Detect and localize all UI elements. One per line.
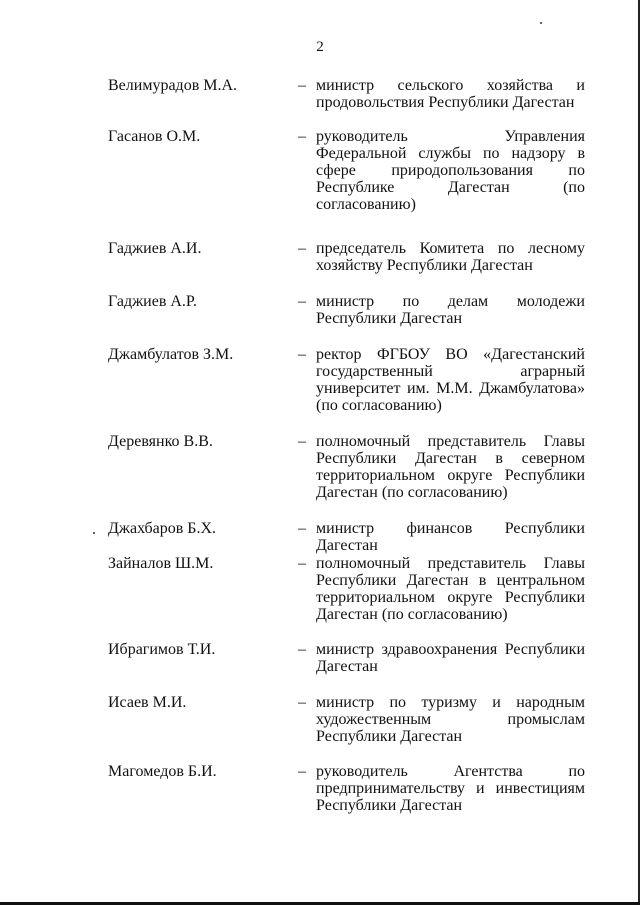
member-name: Гаджиев А.И. [108,240,202,257]
member-name: Зайналов Ш.М. [108,555,214,572]
scan-speck [540,22,542,24]
dash-separator: – [298,694,306,711]
scan-speck [93,532,95,534]
member-name: Гаджиев А.Р. [108,293,197,310]
dash-separator: – [298,763,306,780]
dash-separator: – [298,555,306,572]
member-name: Исаев М.И. [108,694,187,711]
dash-separator: – [298,346,306,363]
member-role: председатель Комитета по лесному хозяйству Республики Дагестан [316,240,585,274]
dash-separator: – [298,240,306,257]
member-role: министр здравоохранения Республики Дагестан [316,641,585,675]
member-role: министр по делам молодежи Республики Дагестан [316,293,585,327]
dash-separator: – [298,641,306,658]
member-role: министр финансов Республики Дагестан [316,520,585,554]
member-role: министр сельского хозяйства и продовольствия Республики Дагестан [316,77,585,111]
member-role: министр по туризму и народным художественным промыслам Республики Дагестан [316,694,585,745]
member-name: Ибрагимов Т.И. [108,641,216,658]
member-role: полномочный представитель Главы Республики Дагестан в северном территориальном округе Республики Дагестан (по согласованию) [316,433,585,501]
dash-separator: – [298,520,306,537]
member-name: Джахбаров Б.Х. [108,520,216,537]
dash-separator: – [298,128,306,145]
dash-separator: – [298,77,306,94]
member-name: Велимурадов М.А. [108,77,238,94]
member-role: ректор ФГБОУ ВО «Дагестанский государственный аграрный университет им. М.М. Джамбулатова» (по согласованию) [316,346,585,414]
dash-separator: – [298,293,306,310]
member-role: полномочный представитель Главы Республики Дагестан в центральном территориальном округе Республики Дагестан (по согласованию) [316,555,585,623]
page-number: 2 [316,39,324,55]
member-name: Гасанов О.М. [108,128,201,145]
member-name: Джамбулатов З.М. [108,346,234,363]
member-name: Магомедов Б.И. [108,763,217,780]
dash-separator: – [298,433,306,450]
member-role: руководитель Управления Федеральной службы по надзору в сфере природопользования по Республике Дагестан (по согласованию) [316,128,585,213]
member-name: Деревянко В.В. [108,433,213,450]
member-role: руководитель Агентства по предпринимательству и инвестициям Республики Дагестан [316,763,585,814]
